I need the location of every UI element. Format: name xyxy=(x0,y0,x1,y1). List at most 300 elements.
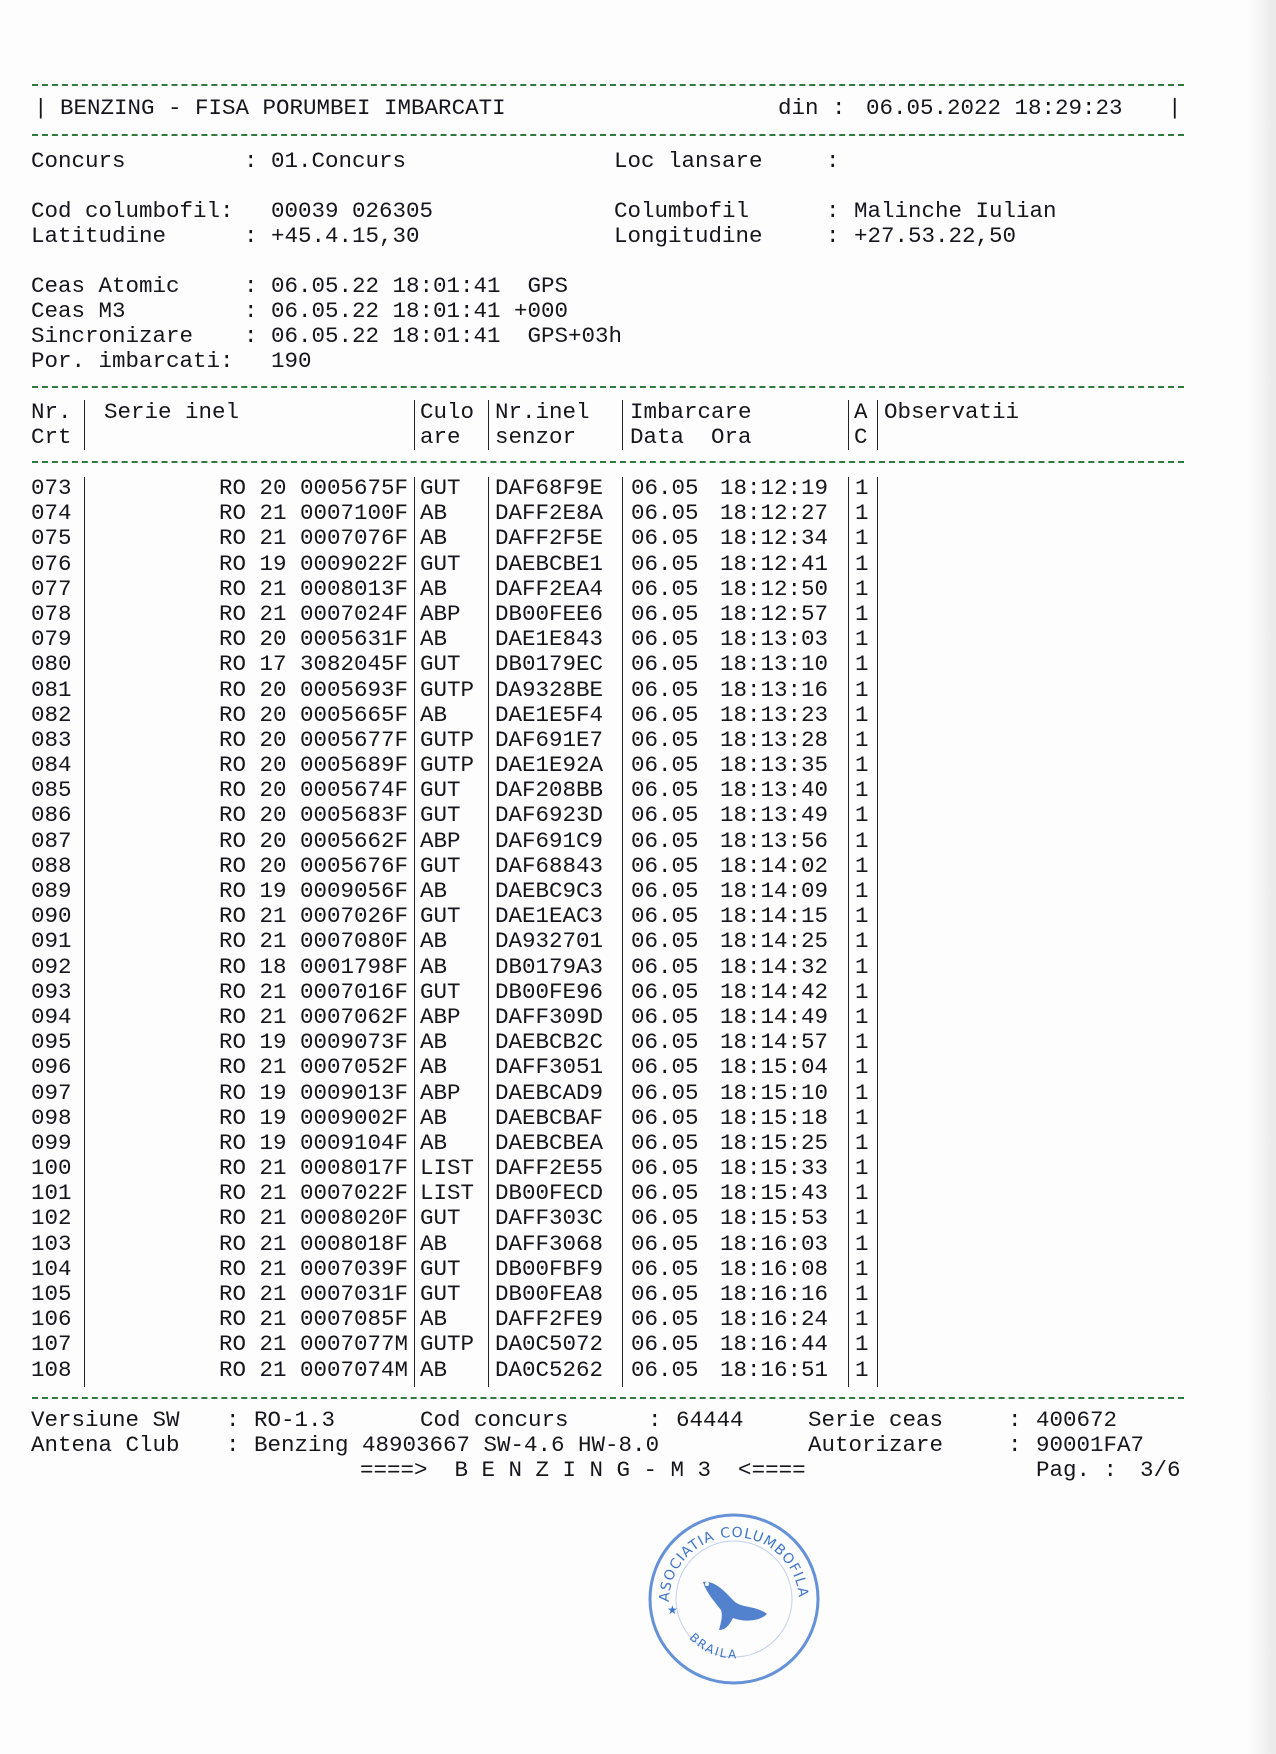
col-nr-header-2: Crt xyxy=(31,424,72,450)
row-nr-crt: 080 xyxy=(31,651,72,678)
col-separator xyxy=(414,477,415,1387)
autorizare-value: 90001FA7 xyxy=(1036,1432,1145,1458)
row-data: 06.05 xyxy=(631,953,699,980)
colon-separator: : xyxy=(826,148,840,174)
row-nr-crt: 103 xyxy=(31,1230,72,1257)
row-serie-inel: RO 20 0005665F xyxy=(218,701,408,728)
row-senzor: DB00FBF9 xyxy=(495,1255,604,1282)
row-serie-inel: RO 21 0008018F xyxy=(218,1230,408,1257)
col-separator xyxy=(488,477,489,1387)
colon-separator: : xyxy=(826,223,840,249)
col-separator xyxy=(488,400,489,450)
row-senzor: DA9328BE xyxy=(495,676,604,703)
ceas-m3-value: 06.05.22 18:01:41 +000 xyxy=(271,298,569,324)
versiune-sw-value: RO-1.3 xyxy=(254,1407,336,1433)
row-nr-crt: 108 xyxy=(31,1356,72,1383)
row-ora: 18:16:51 xyxy=(720,1356,829,1383)
col-separator xyxy=(622,477,623,1387)
row-serie-inel: RO 18 0001798F xyxy=(218,953,408,980)
row-data: 06.05 xyxy=(631,1306,699,1333)
row-serie-inel: RO 21 0007024F xyxy=(218,600,408,627)
row-culoare: GUT xyxy=(420,475,461,501)
colon-separator: : xyxy=(244,298,258,324)
colon-separator: : xyxy=(244,223,258,249)
latitudine-value: +45.4.15,30 xyxy=(271,223,420,249)
row-serie-inel: RO 21 0007026F xyxy=(218,903,408,930)
row-culoare: AB xyxy=(420,1230,448,1257)
row-serie-inel: RO 21 0007085F xyxy=(218,1306,408,1333)
row-ac: 1 xyxy=(855,1255,869,1282)
row-ac: 1 xyxy=(855,475,869,501)
row-culoare: AB xyxy=(420,1054,448,1081)
row-ac: 1 xyxy=(855,626,869,653)
concurs-value: 01.Concurs xyxy=(271,148,407,174)
row-culoare: GUTP xyxy=(420,726,475,753)
row-serie-inel: RO 21 0007062F xyxy=(218,1003,408,1030)
row-culoare: GUT xyxy=(420,852,461,879)
row-senzor: DA0C5262 xyxy=(495,1356,604,1383)
row-ora: 18:13:16 xyxy=(720,676,829,703)
column-serie-inel xyxy=(150,476,408,1383)
col-culoare-header-1: Culo xyxy=(420,399,475,425)
row-ac: 1 xyxy=(855,1054,869,1081)
row-ora: 18:16:44 xyxy=(720,1331,829,1358)
row-culoare: GUT xyxy=(420,550,461,577)
row-serie-inel: RO 21 0007076F xyxy=(218,525,408,552)
row-serie-inel: RO 20 0005683F xyxy=(218,802,408,829)
row-ac: 1 xyxy=(855,1104,869,1131)
row-serie-inel: RO 19 0009104F xyxy=(218,1129,408,1156)
page-number: 3/6 xyxy=(1140,1457,1181,1483)
row-data: 06.05 xyxy=(631,1029,699,1056)
columbofil-label: Columbofil xyxy=(614,198,750,224)
row-data: 06.05 xyxy=(631,777,699,804)
row-serie-inel: RO 19 0009073F xyxy=(218,1029,408,1056)
date-value: 06.05.2022 18:29:23 xyxy=(866,95,1123,121)
row-ac: 1 xyxy=(855,651,869,678)
column-culoare xyxy=(420,476,474,1383)
row-culoare: AB xyxy=(420,1356,448,1383)
colon-separator: : xyxy=(1008,1432,1022,1458)
col-separator xyxy=(848,477,849,1387)
pigeon-icon xyxy=(703,1582,767,1630)
row-ac: 1 xyxy=(855,1029,869,1056)
row-nr-crt: 097 xyxy=(31,1079,72,1106)
row-ac: 1 xyxy=(855,827,869,854)
row-ac: 1 xyxy=(855,525,869,552)
row-nr-crt: 085 xyxy=(31,777,72,804)
row-culoare: AB xyxy=(420,928,448,955)
row-ac: 1 xyxy=(855,777,869,804)
row-ora: 18:15:43 xyxy=(720,1180,829,1207)
row-nr-crt: 088 xyxy=(31,852,72,879)
row-senzor: DA0C5072 xyxy=(495,1331,604,1358)
row-ac: 1 xyxy=(855,726,869,753)
row-ora: 18:16:16 xyxy=(720,1281,829,1307)
row-ac: 1 xyxy=(855,978,869,1005)
row-culoare: GUT xyxy=(420,1281,461,1307)
row-data: 06.05 xyxy=(631,575,699,602)
row-ora: 18:12:41 xyxy=(720,550,829,577)
row-serie-inel: RO 21 0008013F xyxy=(218,575,408,602)
row-ora: 18:14:57 xyxy=(720,1029,829,1056)
row-ora: 18:15:33 xyxy=(720,1155,829,1182)
row-nr-crt: 073 xyxy=(31,475,72,501)
row-data: 06.05 xyxy=(631,525,699,552)
serie-ceas-value: 400672 xyxy=(1036,1407,1118,1433)
serie-ceas-label: Serie ceas xyxy=(808,1407,944,1433)
col-separator xyxy=(622,400,623,450)
row-senzor: DAEBCBAF xyxy=(495,1104,604,1131)
row-data: 06.05 xyxy=(631,726,699,753)
row-data: 06.05 xyxy=(631,1104,699,1131)
row-ac: 1 xyxy=(855,752,869,779)
row-ora: 18:15:25 xyxy=(720,1129,829,1156)
row-nr-crt: 102 xyxy=(31,1205,72,1232)
row-data: 06.05 xyxy=(631,1003,699,1030)
row-serie-inel: RO 19 0009002F xyxy=(218,1104,408,1131)
row-ac: 1 xyxy=(855,1079,869,1106)
page-label: Pag. : xyxy=(1036,1457,1118,1483)
col-separator xyxy=(84,477,85,1387)
row-data: 06.05 xyxy=(631,903,699,930)
row-ac: 1 xyxy=(855,1281,869,1307)
row-nr-crt: 076 xyxy=(31,550,72,577)
row-ac: 1 xyxy=(855,1129,869,1156)
col-separator xyxy=(414,400,415,450)
col-separator xyxy=(848,400,849,450)
row-serie-inel: RO 19 0009013F xyxy=(218,1079,408,1106)
colon-separator: : xyxy=(826,198,840,224)
row-senzor: DAFF2E8A xyxy=(495,500,604,527)
row-senzor: DAE1E92A xyxy=(495,752,604,779)
row-ora: 18:16:24 xyxy=(720,1306,829,1333)
row-ora: 18:13:40 xyxy=(720,777,829,804)
row-ora: 18:14:49 xyxy=(720,1003,829,1030)
porumbei-imbarcati-label: Por. imbarcati: xyxy=(31,348,234,374)
header-top-rule xyxy=(32,84,1184,86)
row-ora: 18:14:02 xyxy=(720,852,829,879)
ceas-atomic-label: Ceas Atomic xyxy=(31,273,180,299)
colon-separator: : xyxy=(226,1432,240,1458)
row-ac: 1 xyxy=(855,928,869,955)
row-ac: 1 xyxy=(855,878,869,904)
sincronizare-label: Sincronizare xyxy=(31,323,194,349)
row-ac: 1 xyxy=(855,1180,869,1207)
row-culoare: AB xyxy=(420,575,448,602)
page-edge-shadow xyxy=(1248,0,1276,1754)
row-serie-inel: RO 21 0007039F xyxy=(218,1255,408,1282)
row-data: 06.05 xyxy=(631,1205,699,1232)
row-nr-crt: 095 xyxy=(31,1029,72,1056)
row-culoare: GUTP xyxy=(420,676,475,703)
colon-separator: : xyxy=(226,1407,240,1433)
row-ora: 18:14:15 xyxy=(720,903,829,930)
row-data: 06.05 xyxy=(631,1331,699,1358)
row-senzor: DA932701 xyxy=(495,928,604,955)
row-serie-inel: RO 21 0007100F xyxy=(218,500,408,527)
row-ac: 1 xyxy=(855,500,869,527)
row-nr-crt: 093 xyxy=(31,978,72,1005)
row-culoare: AB xyxy=(420,878,448,904)
row-serie-inel: RO 21 0007052F xyxy=(218,1054,408,1081)
row-nr-crt: 077 xyxy=(31,575,72,602)
row-ora: 18:15:53 xyxy=(720,1205,829,1232)
ceas-atomic-value: 06.05.22 18:01:41 GPS xyxy=(271,273,569,299)
row-serie-inel: RO 20 0005693F xyxy=(218,676,408,703)
row-ora: 18:12:50 xyxy=(720,575,829,602)
row-data: 06.05 xyxy=(631,878,699,904)
row-ac: 1 xyxy=(855,575,869,602)
row-senzor: DAE1E843 xyxy=(495,626,604,653)
row-ora: 18:13:03 xyxy=(720,626,829,653)
row-data: 06.05 xyxy=(631,1281,699,1307)
row-culoare: GUT xyxy=(420,1255,461,1282)
row-data: 06.05 xyxy=(631,928,699,955)
row-ora: 18:13:35 xyxy=(720,752,829,779)
row-ac: 1 xyxy=(855,1230,869,1257)
row-culoare: AB xyxy=(420,1129,448,1156)
row-serie-inel: RO 17 3082045F xyxy=(218,651,408,678)
row-ac: 1 xyxy=(855,600,869,627)
row-culoare: AB xyxy=(420,626,448,653)
row-data: 06.05 xyxy=(631,802,699,829)
row-senzor: DB00FE96 xyxy=(495,978,604,1005)
row-serie-inel: RO 21 0007080F xyxy=(218,928,408,955)
row-nr-crt: 083 xyxy=(31,726,72,753)
row-nr-crt: 091 xyxy=(31,928,72,955)
row-serie-inel: RO 20 0005676F xyxy=(218,852,408,879)
colon-separator: : xyxy=(1008,1407,1022,1433)
row-ora: 18:16:08 xyxy=(720,1255,829,1282)
colon-separator: : xyxy=(244,323,258,349)
row-data: 06.05 xyxy=(631,1054,699,1081)
row-senzor: DAEBC9C3 xyxy=(495,878,604,904)
row-ora: 18:12:34 xyxy=(720,525,829,552)
row-ora: 18:13:56 xyxy=(720,827,829,854)
stamp-text-top: ASOCIATIA COLUMBOFILA xyxy=(656,1524,812,1603)
row-ora: 18:16:03 xyxy=(720,1230,829,1257)
row-culoare: GUT xyxy=(420,802,461,829)
row-ora: 18:12:19 xyxy=(720,475,829,501)
row-culoare: AB xyxy=(420,1104,448,1131)
row-senzor: DAFF2F5E xyxy=(495,525,604,552)
col-separator xyxy=(877,400,878,450)
colon-separator: : xyxy=(244,148,258,174)
row-senzor: DAE1EAC3 xyxy=(495,903,604,930)
brand-line: ====> B E N Z I N G - M 3 <==== xyxy=(360,1457,806,1483)
row-nr-crt: 074 xyxy=(31,500,72,527)
cod-concurs-label: Cod concurs xyxy=(420,1407,569,1433)
ceas-m3-label: Ceas M3 xyxy=(31,298,126,324)
row-nr-crt: 086 xyxy=(31,802,72,829)
colon-separator: : xyxy=(648,1407,662,1433)
porumbei-imbarcati-value: 190 xyxy=(271,348,312,374)
row-senzor: DAF691C9 xyxy=(495,827,604,854)
colon-separator: : xyxy=(244,273,258,299)
row-ora: 18:13:49 xyxy=(720,802,829,829)
col-culoare-header-2: are xyxy=(420,424,461,450)
row-serie-inel: RO 21 0007031F xyxy=(218,1281,408,1307)
row-nr-crt: 106 xyxy=(31,1306,72,1333)
row-data: 06.05 xyxy=(631,1129,699,1156)
versiune-sw-label: Versiune SW xyxy=(31,1407,180,1433)
row-ora: 18:14:42 xyxy=(720,978,829,1005)
row-ora: 18:15:10 xyxy=(720,1079,829,1106)
row-data: 06.05 xyxy=(631,626,699,653)
row-nr-crt: 101 xyxy=(31,1180,72,1207)
col-imbarcare-header-2: Data Ora xyxy=(630,424,752,450)
row-data: 06.05 xyxy=(631,827,699,854)
row-nr-crt: 089 xyxy=(31,878,72,904)
row-culoare: GUT xyxy=(420,1205,461,1232)
col-senzor-header-1: Nr.inel xyxy=(495,399,590,425)
col-separator xyxy=(84,400,85,450)
header-left-bar: | xyxy=(34,95,48,121)
loc-lansare-label: Loc lansare xyxy=(614,148,763,174)
row-culoare: GUT xyxy=(420,777,461,804)
row-ac: 1 xyxy=(855,1003,869,1030)
row-data: 06.05 xyxy=(631,1230,699,1257)
header-bottom-rule xyxy=(32,134,1184,136)
svg-text:BRAILA xyxy=(687,1630,739,1661)
concurs-label: Concurs xyxy=(31,148,126,174)
row-senzor: DAEBCBE1 xyxy=(495,550,604,577)
cod-columbofil-value: 00039 026305 xyxy=(271,198,434,224)
row-data: 06.05 xyxy=(631,1079,699,1106)
row-data: 06.05 xyxy=(631,1180,699,1207)
row-serie-inel: RO 19 0009056F xyxy=(218,878,408,904)
row-senzor: DAEBCBEA xyxy=(495,1129,604,1156)
row-senzor: DB00FEE6 xyxy=(495,600,604,627)
row-data: 06.05 xyxy=(631,701,699,728)
row-ac: 1 xyxy=(855,1356,869,1383)
row-nr-crt: 075 xyxy=(31,525,72,552)
row-data: 06.05 xyxy=(631,1155,699,1182)
stamp-text-bottom: BRAILA xyxy=(686,1630,739,1662)
row-senzor: DB0179EC xyxy=(495,651,604,678)
row-culoare: AB xyxy=(420,525,448,552)
row-nr-crt: 104 xyxy=(31,1255,72,1282)
col-ac-header-1: A xyxy=(854,399,868,425)
row-senzor: DAF208BB xyxy=(495,777,604,804)
row-ac: 1 xyxy=(855,1331,869,1358)
antena-club-label: Antena Club xyxy=(31,1432,180,1458)
row-serie-inel: RO 20 0005662F xyxy=(218,827,408,854)
row-culoare: LIST xyxy=(420,1155,475,1182)
autorizare-label: Autorizare xyxy=(808,1432,944,1458)
date-label: din : xyxy=(778,95,846,121)
table-top-rule xyxy=(32,386,1184,388)
table-bottom-rule xyxy=(32,1397,1184,1399)
row-culoare: GUT xyxy=(420,978,461,1005)
row-ac: 1 xyxy=(855,953,869,980)
document-title: BENZING - FISA PORUMBEI IMBARCATI xyxy=(60,95,506,121)
row-senzor: DAFF309D xyxy=(495,1003,604,1030)
row-ora: 18:14:09 xyxy=(720,878,829,904)
row-nr-crt: 090 xyxy=(31,903,72,930)
row-data: 06.05 xyxy=(631,978,699,1005)
row-ora: 18:14:25 xyxy=(720,928,829,955)
row-senzor: DAFF2FE9 xyxy=(495,1306,604,1333)
row-culoare: LIST xyxy=(420,1180,475,1207)
row-senzor: DAFF2EA4 xyxy=(495,575,604,602)
row-ora: 18:15:18 xyxy=(720,1104,829,1131)
column-ora xyxy=(720,476,828,1383)
row-data: 06.05 xyxy=(631,500,699,527)
row-serie-inel: RO 21 0007016F xyxy=(218,978,408,1005)
club-stamp xyxy=(645,1510,823,1688)
row-nr-crt: 105 xyxy=(31,1281,72,1307)
row-culoare: ABP xyxy=(420,827,461,854)
row-nr-crt: 084 xyxy=(31,752,72,779)
col-nr-header-1: Nr. xyxy=(31,399,72,425)
row-data: 06.05 xyxy=(631,600,699,627)
row-senzor: DB0179A3 xyxy=(495,953,604,980)
cod-columbofil-label: Cod columbofil: xyxy=(31,198,234,224)
column-data xyxy=(631,476,699,1383)
row-nr-crt: 100 xyxy=(31,1155,72,1182)
longitudine-value: +27.53.22,50 xyxy=(854,223,1017,249)
row-serie-inel: RO 20 0005631F xyxy=(218,626,408,653)
row-ora: 18:14:32 xyxy=(720,953,829,980)
star-icon: ★ xyxy=(667,1603,678,1617)
row-senzor: DB00FEA8 xyxy=(495,1281,604,1307)
row-senzor: DAF691E7 xyxy=(495,726,604,753)
row-data: 06.05 xyxy=(631,550,699,577)
row-senzor: DAF6923D xyxy=(495,802,604,829)
sincronizare-value: 06.05.22 18:01:41 GPS+03h xyxy=(271,323,623,349)
row-senzor: DAF68843 xyxy=(495,852,604,879)
row-senzor: DAFF3068 xyxy=(495,1230,604,1257)
row-serie-inel: RO 21 0008020F xyxy=(218,1205,408,1232)
row-nr-crt: 092 xyxy=(31,953,72,980)
col-separator xyxy=(877,477,878,1387)
row-nr-crt: 107 xyxy=(31,1331,72,1358)
row-culoare: AB xyxy=(420,500,448,527)
row-data: 06.05 xyxy=(631,1356,699,1383)
antena-club-value: Benzing 48903667 SW-4.6 HW-8.0 xyxy=(254,1432,660,1458)
row-data: 06.05 xyxy=(631,752,699,779)
row-nr-crt: 081 xyxy=(31,676,72,703)
row-ac: 1 xyxy=(855,701,869,728)
row-serie-inel: RO 20 0005674F xyxy=(218,777,408,804)
row-senzor: DAFF3051 xyxy=(495,1054,604,1081)
row-ora: 18:12:57 xyxy=(720,600,829,627)
row-data: 06.05 xyxy=(631,676,699,703)
columbofil-value: Malinche Iulian xyxy=(854,198,1057,224)
col-serie-header: Serie inel xyxy=(104,399,240,425)
row-nr-crt: 098 xyxy=(31,1104,72,1131)
row-ora: 18:13:28 xyxy=(720,726,829,753)
row-ora: 18:13:23 xyxy=(720,701,829,728)
row-culoare: GUTP xyxy=(420,1331,475,1358)
row-nr-crt: 099 xyxy=(31,1129,72,1156)
row-ac: 1 xyxy=(855,852,869,879)
row-nr-crt: 094 xyxy=(31,1003,72,1030)
row-serie-inel: RO 20 0005675F xyxy=(218,475,408,501)
row-senzor: DAF68F9E xyxy=(495,475,604,501)
column-nr-crt xyxy=(31,476,72,1383)
row-culoare: ABP xyxy=(420,1079,461,1106)
row-serie-inel: RO 21 0008017F xyxy=(218,1155,408,1182)
row-culoare: GUT xyxy=(420,651,461,678)
row-nr-crt: 079 xyxy=(31,626,72,653)
row-nr-crt: 096 xyxy=(31,1054,72,1081)
row-culoare: GUT xyxy=(420,903,461,930)
longitudine-label: Longitudine xyxy=(614,223,763,249)
row-ac: 1 xyxy=(855,676,869,703)
